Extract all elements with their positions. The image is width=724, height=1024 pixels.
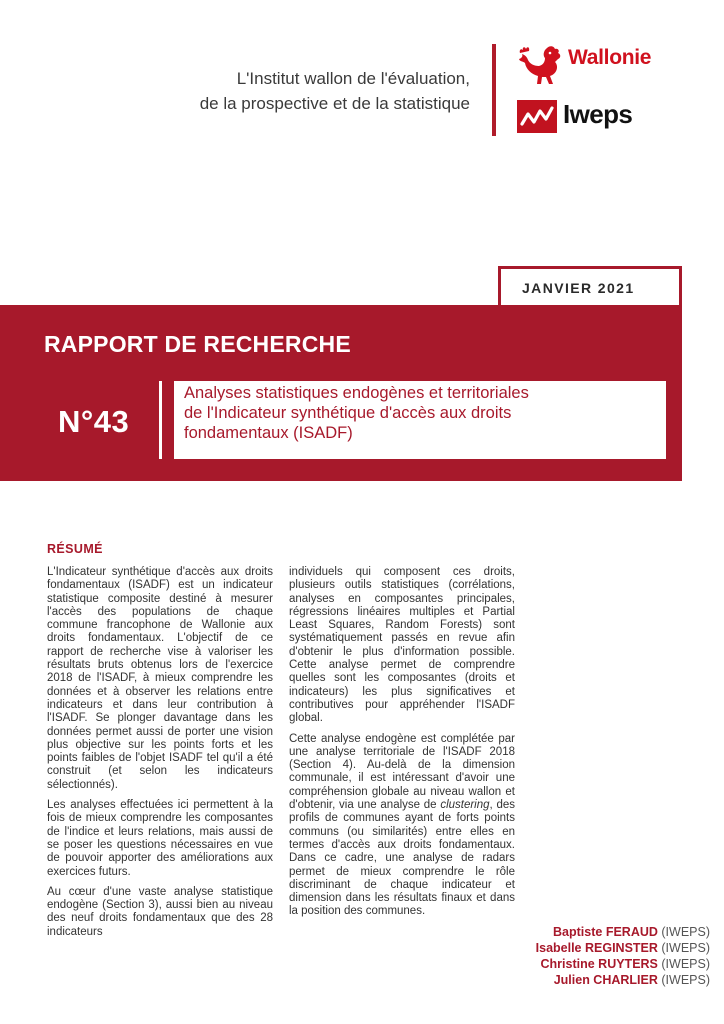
author-entry bbox=[536, 940, 710, 956]
report-subtitle bbox=[184, 383, 654, 443]
author-affiliation: (IWEPS) bbox=[661, 925, 710, 939]
abstract-paragraph: individuels qui composent ces droits, plusieurs outils statistiques (corrélations, analyses en composantes principales, régressions linéaires multiples et Partial Least Squares, Random Forests) sont systématiquement passés en revue afin d'obtenir le plus d'information possible. Cette analyse permet de comprendre quelles sont les composantes (droits et indicateurs) les plus significatives et contributives pour appréhender l'ISADF global. bbox=[289, 566, 515, 725]
header-divider bbox=[492, 44, 496, 136]
iweps-logo-text: Iweps bbox=[563, 99, 633, 129]
subtitle-line-3: fondamentaux (ISADF) bbox=[184, 424, 353, 442]
author-name: Isabelle REGINSTER bbox=[535, 941, 658, 955]
abstract-paragraph bbox=[289, 733, 515, 919]
publication-date: JANVIER 2021 bbox=[522, 280, 635, 296]
abstract-paragraph: Les analyses effectuées ici permettent à la fois de mieux comprendre les composantes de l'indice et leurs relations, mais aussi de se poser les questions nécessaires en vue de pouvoir apporter des améliorations aux exercices futurs. bbox=[47, 799, 273, 878]
wallonie-logo-text: Wallonie bbox=[568, 46, 652, 69]
author-name: Christine RUYTERS bbox=[540, 957, 658, 971]
tagline-line-2: de la prospective et de la statistique bbox=[199, 94, 470, 113]
author-affiliation: (IWEPS) bbox=[661, 957, 710, 971]
author-name: Baptiste FERAUD bbox=[553, 925, 658, 939]
author-entry bbox=[536, 956, 710, 972]
abstract-column-1 bbox=[47, 566, 273, 946]
report-number: N°43 bbox=[58, 404, 130, 439]
abstract-heading: RÉSUMÉ bbox=[47, 542, 103, 556]
report-type-title: RAPPORT DE RECHERCHE bbox=[44, 331, 351, 357]
author-entry bbox=[536, 924, 710, 940]
abstract-paragraph: L'Indicateur synthétique d'accès aux droits fondamentaux (ISADF) est un indicateur statistique composite destiné à mesurer l'accès des populations de chaque commune francophone de Wallonie aux droits fondamentaux. L'objectif de ce rapport de recherche vise à valoriser les résultats bruts obtenus lors de l'exercice 2018 de l'ISADF, à mieux comprendre les données et à observer les relations entre indicateurs et dans leur contribution à l'ISADF. Se plonger davantage dans les données permet aussi de porter une vision plus objective sur les points forts et les points faibles de l'objet ISADF tel qu'il a été construit (et selon les indicateurs sélectionnés). bbox=[47, 566, 273, 791]
author-affiliation: (IWEPS) bbox=[661, 973, 710, 987]
tagline-line-1: L'Institut wallon de l'évaluation, bbox=[236, 69, 470, 88]
abstract-text: , des profils de communes ayant de forts points communs (ou similarités) entre elles en termes d'accès aux droits fondamentaux. Dans ce cadre, une analyse de radars permet de mieux comprendre le rôle discriminant de chaque indicateur et dimension dans les résultats finaux et dans la position des communes. bbox=[289, 799, 516, 918]
author-entry bbox=[536, 972, 710, 988]
author-affiliation: (IWEPS) bbox=[661, 941, 710, 955]
author-name: Julien CHARLIER bbox=[553, 973, 658, 987]
abstract-emphasis: clustering bbox=[440, 799, 490, 812]
iweps-logo-icon bbox=[517, 100, 557, 133]
abstract-paragraph: Au cœur d'une vaste analyse statistique endogène (Section 3), aussi bien au niveau des neuf droits fondamentaux que des 28 indicateurs bbox=[47, 885, 273, 938]
subtitle-line-1: Analyses statistiques endogènes et territoriales bbox=[184, 384, 529, 402]
abstract-text: Cette analyse endogène est complétée par une analyse territoriale de l'ISADF 2018 (Section 4). Au-delà de la dimension communale, il est intéressant d'avoir une compréhension globale au niveau wallon et d'obtenir, via une analyse de bbox=[289, 732, 515, 812]
number-divider bbox=[159, 381, 162, 459]
abstract-column-2 bbox=[289, 566, 515, 926]
authors-list bbox=[536, 924, 710, 988]
institute-tagline bbox=[50, 66, 470, 116]
subtitle-line-2: de l'Indicateur synthétique d'accès aux droits bbox=[184, 404, 512, 422]
wallonie-rooster-logo-icon bbox=[517, 44, 565, 88]
